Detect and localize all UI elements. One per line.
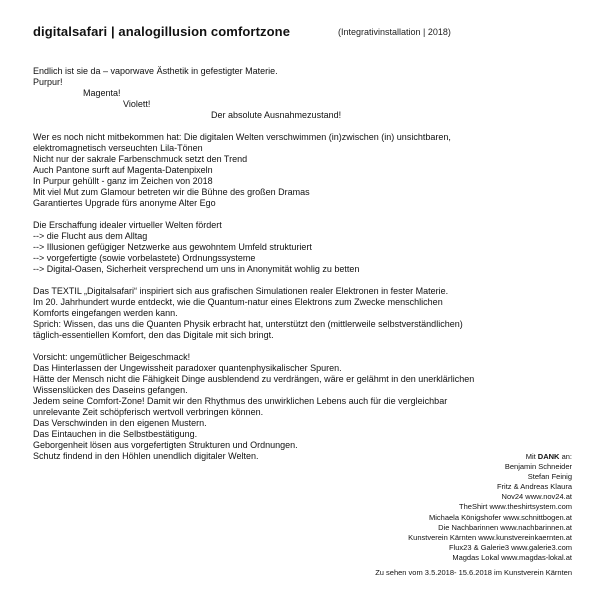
para4-line: Geborgenheit lösen aus vorgefertigten Strukturen und Ordnungen.: [33, 440, 298, 450]
credit-line: Magdas Lokal www.magdas-lokal.at: [452, 552, 572, 562]
credit-line: Stefan Feinig: [527, 472, 572, 482]
para2-line: --> Illusionen gefügiger Netzwerke aus gewohntem Umfeld strukturiert: [33, 242, 312, 252]
credits: [408, 452, 572, 563]
intro-line: Magenta!: [83, 88, 121, 98]
para4-line: Jedem seine Comfort-Zone! Damit wir den Rhythmus des unwirklichen Lebens auch für die vergleichbar: [33, 396, 448, 406]
credit-line: Benjamin Schneider: [504, 462, 572, 472]
page-subtitle: (Integrativinstallation | 2018): [338, 27, 451, 37]
para2-line: --> vorgefertigte (sowie vorbelastete) Ordnungssysteme: [33, 253, 256, 263]
para4-line: Schutz findend in den Höhlen unendlich digitaler Welten.: [33, 451, 259, 461]
para3-line: täglich-essentiellen Komfort, den das Digitale mit sich bringt.: [33, 330, 274, 340]
credit-line: Die Nachbarinnen www.nachbarinnen.at: [438, 522, 572, 532]
intro-line: Purpur!: [33, 77, 63, 87]
para4-line: Das Eintauchen in die Selbstbestätigung.: [33, 429, 198, 439]
para1-line: Nicht nur der sakrale Farbenschmuck setzt den Trend: [33, 154, 248, 164]
para3-line: Im 20. Jahrhundert wurde entdeckt, wie die Quantum-natur eines Elektrons zum Zwecke menschlichen: [33, 297, 443, 307]
credit-line: Fritz & Andreas Klaura: [496, 482, 572, 492]
credit-line: Kunstverein Kärnten www.kunstvereinkaernten.at: [408, 532, 572, 542]
exhibition-dates: Zu sehen vom 3.5.2018- 15.6.2018 im Kunstverein Kärnten: [375, 568, 572, 577]
para1-line: elektromagnetisch verseuchten Lila-Tönen: [33, 143, 203, 153]
para4-line: Das Hinterlassen der Ungewissheit paradoxer quantenphysikalischer Spuren.: [33, 363, 342, 373]
page-title: digitalsafari | analogillusion comfortzone: [33, 24, 291, 39]
intro-line: Violett!: [123, 99, 151, 109]
para4-line: Wissenslücken des Daseins gefangen.: [33, 385, 188, 395]
para3-line: Komforts eingefangen werden kann.: [33, 308, 178, 318]
para4-line: Das Verschwinden in den eigenen Mustern.: [33, 418, 207, 428]
thanks-heading: Mit DANK an:: [525, 452, 572, 461]
para1-line: Garantiertes Upgrade fürs anonyme Alter Ego: [33, 198, 216, 208]
para4-line: Vorsicht: ungemütlicher Beigeschmack!: [33, 352, 191, 362]
body-text: [33, 66, 573, 462]
para1-line: Mit viel Mut zum Glamour betreten wir die Bühne des großen Dramas: [33, 187, 310, 197]
credit-line: Nov24 www.nov24.at: [501, 492, 572, 502]
para1-line: Wer es noch nicht mitbekommen hat: Die digitalen Welten verschwimmen (in)zwischen (in) unsichtbaren,: [33, 132, 451, 142]
intro-line: Endlich ist sie da – vaporwave Ästhetik in gefestigter Materie.: [33, 66, 278, 76]
para2-line: Die Erschaffung idealer virtueller Welten fördert: [33, 220, 222, 230]
para1-line: In Purpur gehüllt - ganz im Zeichen von 2018: [33, 176, 213, 186]
credit-line: TheShirt www.theshirtsystem.com: [459, 502, 572, 512]
para4-line: unrelevante Zeit schöpferisch wertvoll verbringen können.: [33, 407, 264, 417]
intro-line: Der absolute Ausnahmezustand!: [211, 110, 342, 120]
credit-line: Michaela Königshofer www.schnittbogen.at: [429, 512, 572, 522]
credit-line: Flux23 & Galerie3 www.galerie3.com: [449, 542, 572, 552]
para2-line: --> Digital-Oasen, Sicherheit versprechend um uns in Anonymität wohlig zu betten: [33, 264, 360, 274]
para2-line: --> die Flucht aus dem Alltag: [33, 231, 148, 241]
para3-line: Das TEXTIL „Digitalsafari“ inspiriert sich aus grafischen Simulationen realer Elektronen in fester Materie.: [33, 286, 449, 296]
para1-line: Auch Pantone surft auf Magenta-Datenpixeln: [33, 165, 213, 175]
para3-line: Sprich: Wissen, das uns die Quanten Physik erbracht hat, unterstützt den (mittlerweile selbstverständlichen): [33, 319, 463, 329]
para4-line: Hätte der Mensch nicht die Fähigkeit Dinge ausblendend zu verdrängen, wäre er gelähmt in den unerklärlichen: [33, 374, 475, 384]
